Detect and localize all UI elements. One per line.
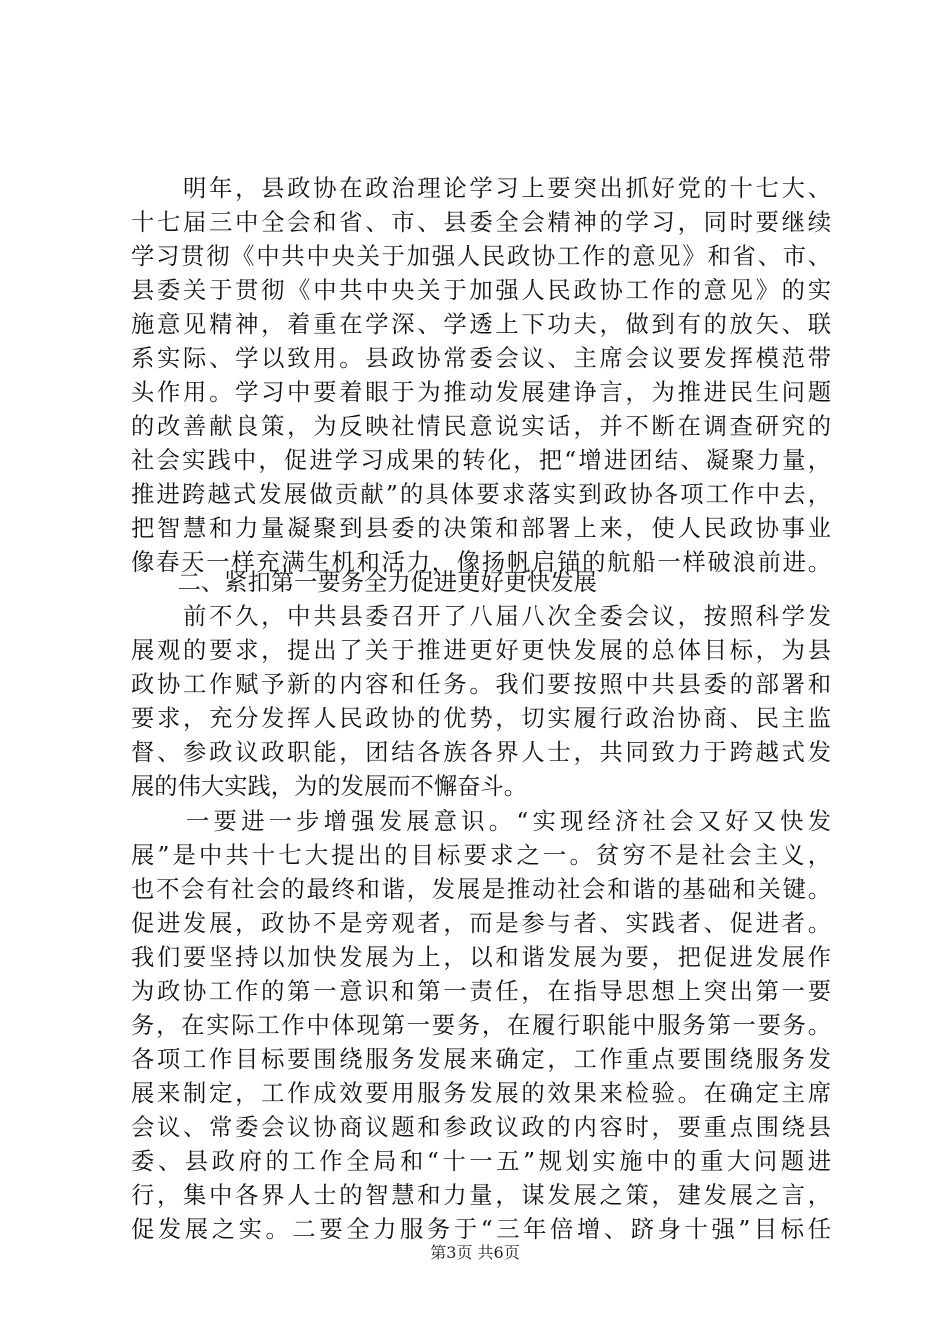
text-line: 施意见精神，着重在学深、学透上下功夫，做到有的放矢、联	[131, 311, 831, 338]
text-line: 明年，县政协在政治理论学习上要突出抓好党的十七大、	[131, 175, 831, 202]
text-line: 展来制定，工作成效要用服务发展的效果来检验。在确定主席	[131, 1080, 831, 1107]
text-line: 社会实践中，促进学习成果的转化，把“增进团结、凝聚力量，	[131, 447, 831, 474]
text-line: 行，集中各界人士的智慧和力量，谋发展之策，建发展之言，	[131, 1182, 831, 1209]
text-line: 务，在实际工作中体现第一要务，在履行职能中服务第一要务。	[131, 1012, 831, 1039]
section-heading	[131, 566, 831, 600]
text-line: 为政协工作的第一意识和第一责任，在指导思想上突出第一要	[131, 978, 831, 1005]
text-line: 一要进一步增强发展意识。“实现经济社会又好又快发	[131, 808, 831, 835]
text-line: 各项工作目标要围绕服务发展来确定，工作重点要围绕服务发	[131, 1046, 831, 1073]
text-line: 系实际、学以致用。县政协常委会议、主席会议要发挥模范带	[131, 345, 831, 372]
text-line: 我们要坚持以加快发展为上，以和谐发展为要，把促进发展作	[131, 944, 831, 971]
text-line: 也不会有社会的最终和谐，发展是推动社会和谐的基础和关键。	[131, 876, 831, 903]
text-line: 委、县政府的工作全局和“十一五”规划实施中的重大问题进	[131, 1148, 831, 1175]
text-line: 促进发展，政协不是旁观者，而是参与者、实践者、促进者。	[131, 910, 831, 937]
text-line: 展观的要求，提出了关于推进更好更快发展的总体目标，为县	[131, 637, 831, 664]
text-line: 像春天一样充满生机和活力，像扬帆启锚的航船一样破浪前进。	[131, 549, 831, 576]
text-line: 督、参政议政职能，团结各族各界人士，共同致力于跨越式发	[131, 739, 831, 766]
text-line: 展的伟大实践，为的发展而不懈奋斗。	[131, 773, 528, 800]
text-line: 展”是中共十七大提出的目标要求之一。贫穷不是社会主义，	[131, 842, 831, 869]
paragraph-meeting	[131, 600, 831, 804]
text-line: 县委关于贯彻《中共中央关于加强人民政协工作的意见》的实	[131, 277, 831, 304]
text-line: 的改善献良策，为反映社情民意说实话，并不断在调查研究的	[131, 413, 831, 440]
heading-line: 二、紧扣第一要务全力促进更好更快发展	[131, 569, 597, 596]
text-line: 政协工作赋予新的内容和任务。我们要按照中共县委的部署和	[131, 671, 831, 698]
text-line: 要求，充分发挥人民政协的优势，切实履行政治协商、民主监	[131, 705, 831, 732]
text-line: 学习贯彻《中共中央关于加强人民政协工作的意见》和省、市、	[131, 243, 831, 270]
text-line: 促发展之实。二要全力服务于“三年倍增、跻身十强”目标任	[131, 1216, 831, 1243]
text-line: 十七届三中全会和省、市、县委全会精神的学习，同时要继续	[131, 209, 831, 236]
paragraph-study	[131, 172, 831, 580]
text-line: 前不久，中共县委召开了八届八次全委会议，按照科学发	[131, 603, 831, 630]
text-line: 会议、常委会议协商议题和参政议政的内容时，要重点围绕县	[131, 1114, 831, 1141]
text-line: 推进跨越式发展做贡献”的具体要求落实到政协各项工作中去，	[131, 481, 831, 508]
text-line: 把智慧和力量凝聚到县委的决策和部署上来，使人民政协事业	[131, 515, 831, 542]
page-number-footer: 第3页 共6页	[430, 1243, 520, 1262]
paragraph-development	[131, 805, 831, 1247]
text-line: 头作用。学习中要着眼于为推动发展建诤言，为推进民生问题	[131, 379, 831, 406]
